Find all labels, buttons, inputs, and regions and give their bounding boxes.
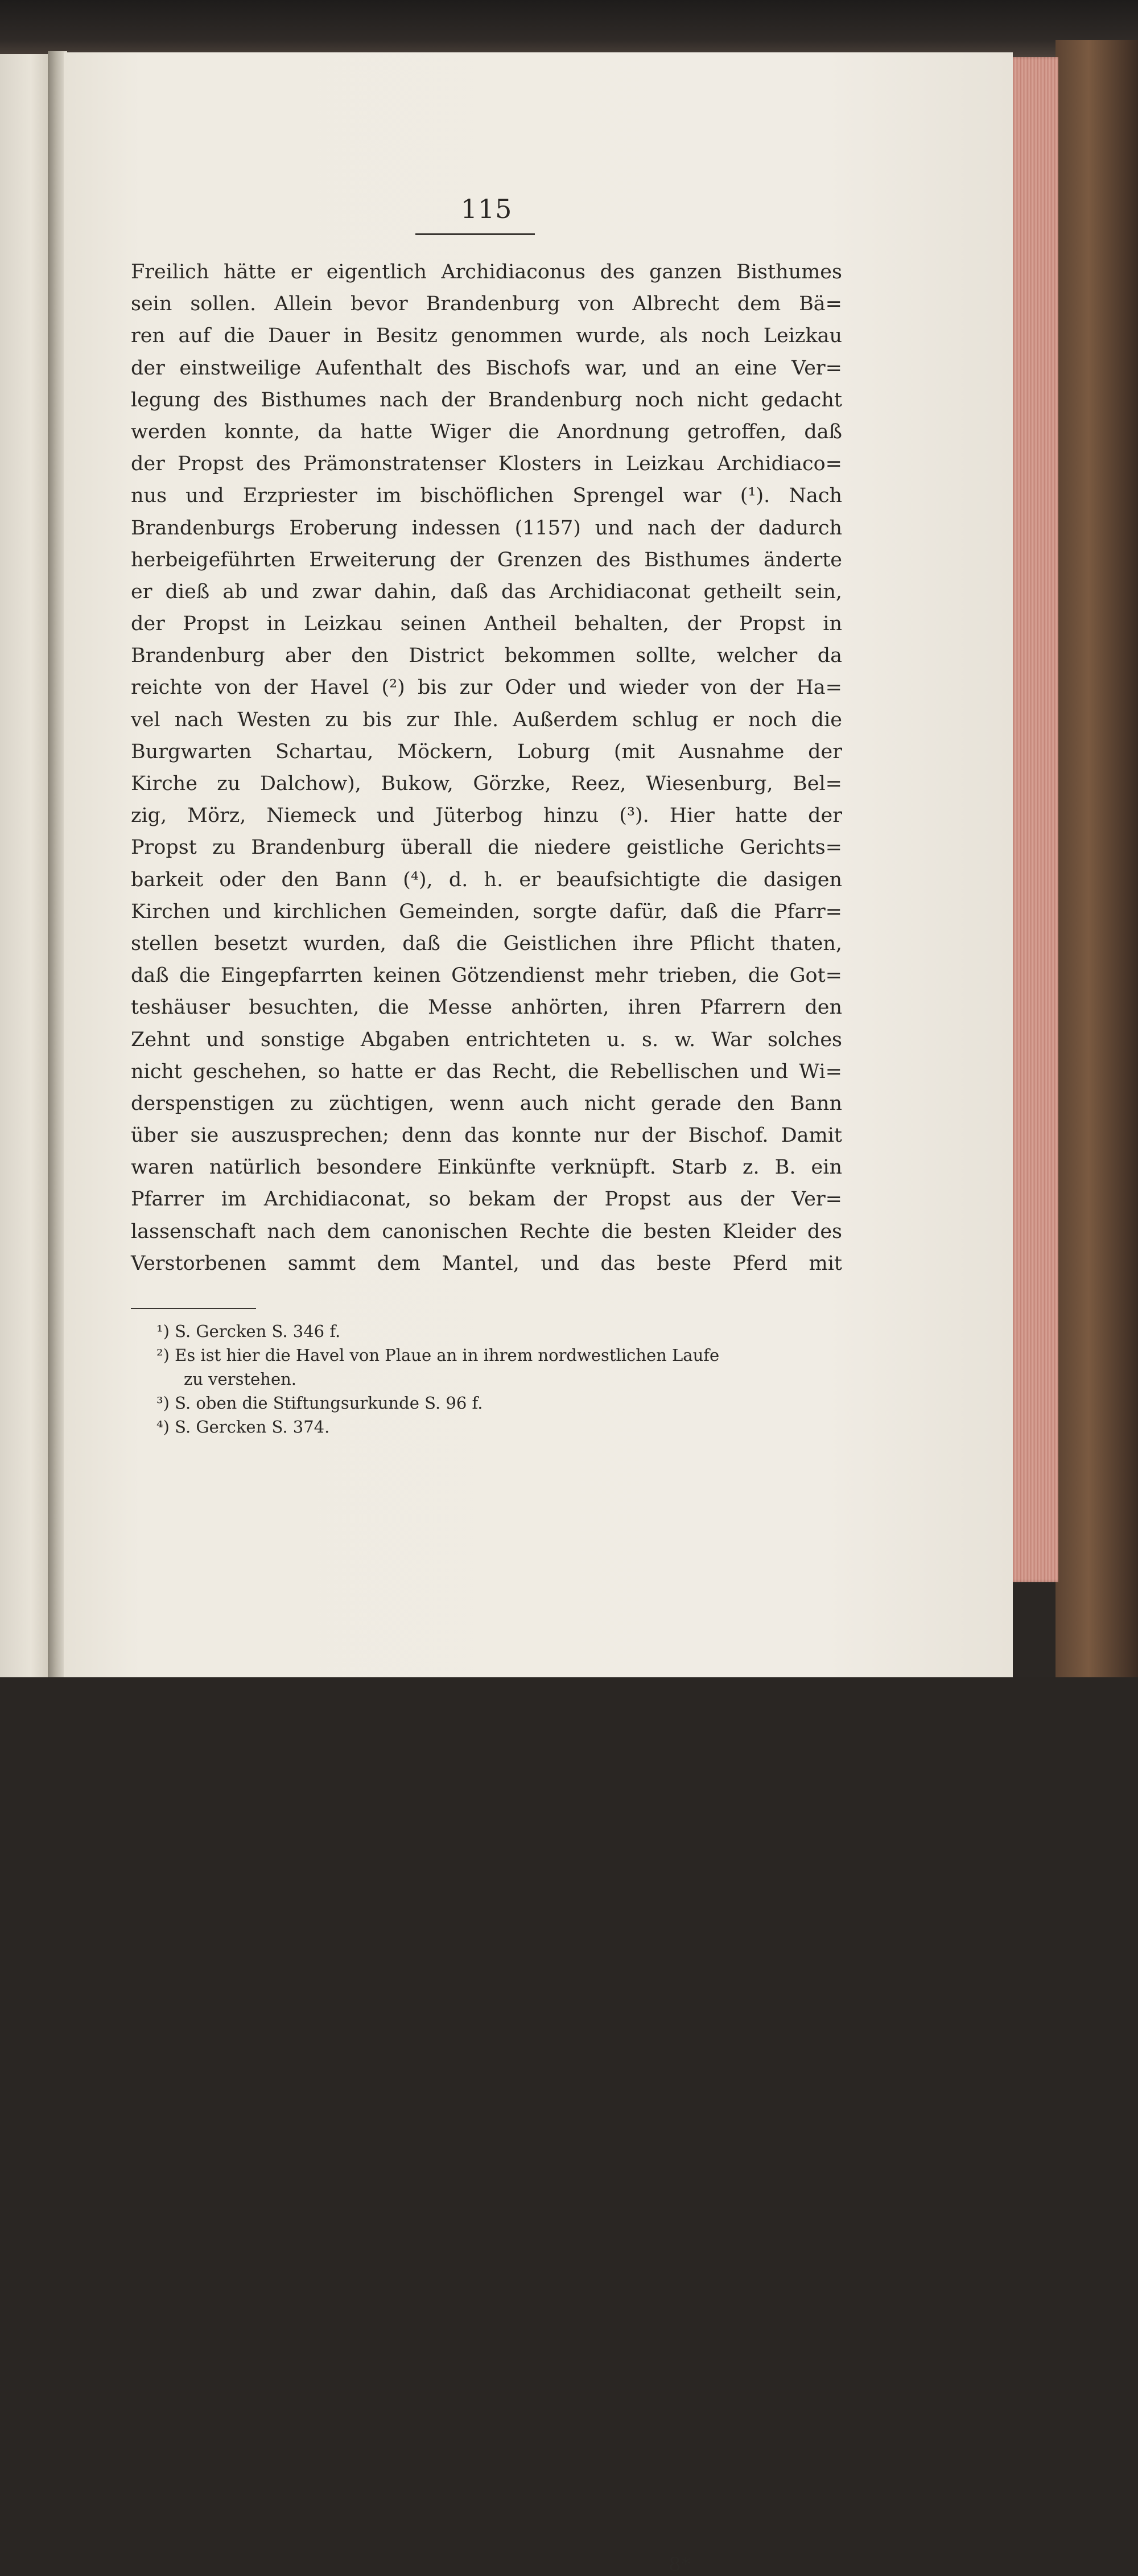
text-line: Propst zu Brandenburg überall die niedere geistliche Gerichts= — [131, 836, 842, 859]
text-line: Kirchen und kirchlichen Gemeinden, sorgte dafür, daß die Pfarr= — [131, 900, 842, 923]
text-line: herbeigeführten Erweiterung der Grenzen des Bisthumes änderte — [131, 548, 842, 571]
body-text — [131, 256, 842, 1279]
text-line: lassenschaft nach dem canonischen Rechte die besten Kleider des — [131, 1220, 842, 1243]
left-facing-page — [0, 54, 51, 1677]
book-cover-top — [0, 0, 1138, 57]
text-line: Verstorbenen sammt dem Mantel, und das beste Pferd mit — [131, 1252, 842, 1275]
footnote-continuation: zu verstehen. — [184, 1369, 297, 1389]
text-line: er dieß ab und zwar dahin, daß das Archidiaconat getheilt sein, — [131, 580, 842, 603]
footnote: ³) S. oben die Stiftungsurkunde S. 96 f. — [156, 1393, 483, 1413]
text-line: Zehnt und sonstige Abgaben entrichteten u. s. w. War solches — [131, 1028, 842, 1051]
footnotes — [156, 1319, 842, 2576]
page-fore-edge — [1007, 57, 1058, 1582]
text-line: barkeit oder den Bann (⁴), d. h. er beaufsichtigte die dasigen — [131, 868, 842, 891]
text-line: ren auf die Dauer in Besitz genommen wurde, als noch Leizkau — [131, 324, 842, 348]
book-cover-right — [1055, 40, 1138, 1677]
text-line: waren natürlich besondere Einkünfte verknüpft. Starb z. B. ein — [131, 1156, 842, 1179]
text-line: zig, Mörz, Niemeck und Jüterbog hinzu (³). Hier hatte der — [131, 804, 842, 828]
footnote-rule — [131, 1308, 256, 1309]
text-line: vel nach Westen zu bis zur Ihle. Außerdem schlug er noch die — [131, 708, 842, 731]
text-line: daß die Eingepfarrten keinen Götzendienst mehr trieben, die Got= — [131, 964, 842, 987]
text-line: stellen besetzt wurden, daß die Geistlichen ihre Pflicht thaten, — [131, 932, 842, 955]
footnote: ¹) S. Gercken S. 346 f. — [156, 1322, 341, 1341]
text-line: Pfarrer im Archidiaconat, so bekam der Propst aus der Ver= — [131, 1188, 842, 1211]
text-line: teshäuser besuchten, die Messe anhörten, ihren Pfarrern den — [131, 996, 842, 1019]
text-line: nus und Erzpriester im bischöflichen Sprengel war (¹). Nach — [131, 484, 842, 508]
text-line: Kirche zu Dalchow), Bukow, Görzke, Reez, Wiesenburg, Bel= — [131, 772, 842, 795]
text-line: sein sollen. Allein bevor Brandenburg von Albrecht dem Bä= — [131, 293, 842, 316]
text-line: Brandenburgs Eroberung indessen (1157) und nach der dadurch — [131, 516, 842, 540]
text-line: legung des Bisthumes nach der Brandenburg noch nicht gedacht — [131, 388, 842, 411]
footnote: ⁴) S. Gercken S. 374. — [156, 1417, 330, 1437]
text-line: der Propst des Prämonstratenser Klosters in Leizkau Archidiaco= — [131, 452, 842, 476]
footnote: ²) Es ist hier die Havel von Plaue an in ihrem nordwestlichen Laufe — [156, 1345, 720, 1365]
text-line: derspenstigen zu züchtigen, wenn auch nicht gerade den Bann — [131, 1092, 842, 1115]
text-line: Brandenburg aber den District bekommen sollte, welcher da — [131, 644, 842, 668]
text-line: nicht geschehen, so hatte er das Recht, die Rebellischen und Wi= — [131, 1060, 842, 1083]
page-number: 115 — [460, 194, 513, 224]
text-line: über sie auszusprechen; denn das konnte nur der Bischof. Damit — [131, 1124, 842, 1147]
text-line: Burgwarten Schartau, Möckern, Loburg (mit Ausnahme der — [131, 740, 842, 763]
text-line: reichte von der Havel (²) bis zur Oder und wieder von der Ha= — [131, 676, 842, 699]
text-line: Freilich hätte er eigentlich Archidiaconus des ganzen Bisthumes — [131, 261, 842, 283]
signature-mark: 8* — [669, 2553, 691, 2576]
text-line: der einstweilige Aufenthalt des Bischofs war, und an eine Ver= — [131, 356, 842, 380]
page-number-rule — [415, 233, 535, 235]
text-line: der Propst in Leizkau seinen Antheil behalten, der Propst in — [131, 612, 842, 636]
text-line: werden konnte, da hatte Wiger die Anordnung getroffen, daß — [131, 420, 842, 443]
